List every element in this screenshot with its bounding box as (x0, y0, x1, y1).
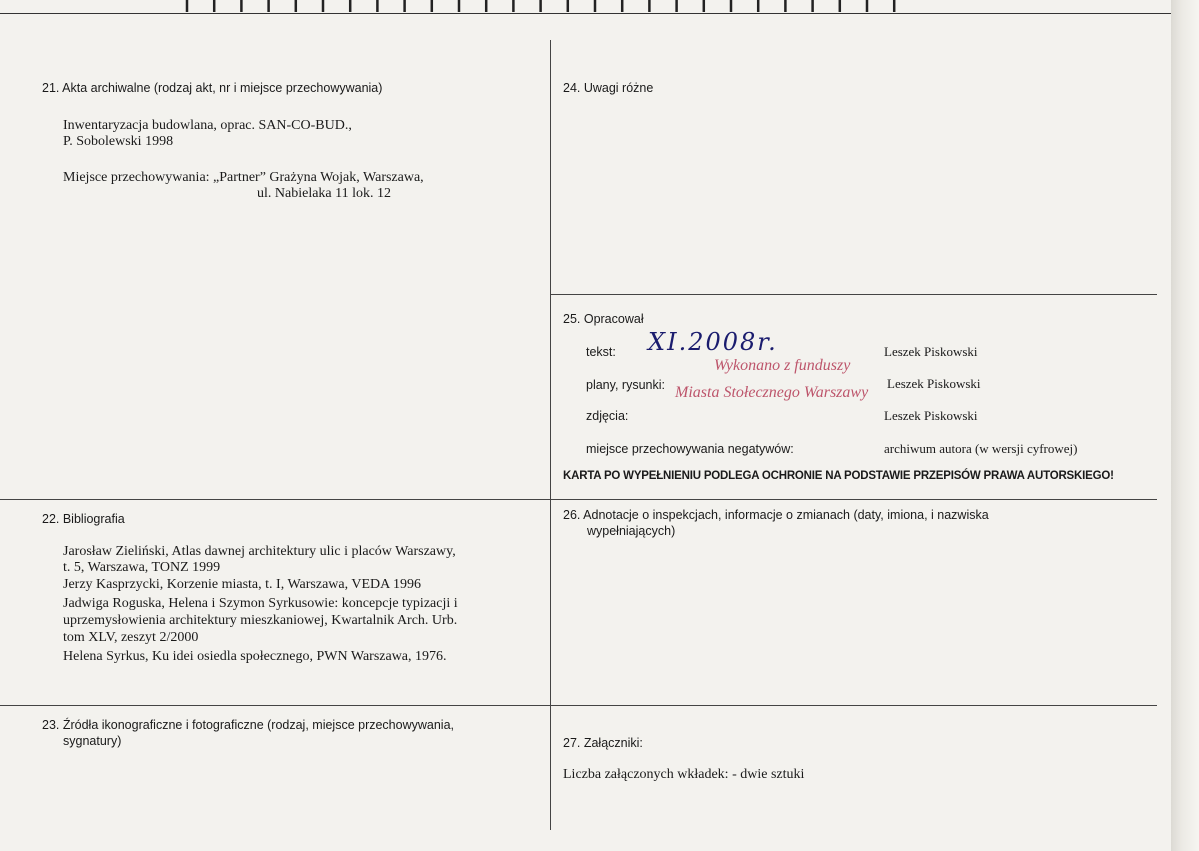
bibliography-line: t. 5, Warszawa, TONZ 1999 (63, 560, 221, 575)
section-21-line: Inwentaryzacja budowlana, oprac. SAN-CO-BUD., (63, 118, 352, 133)
negatives-location-label: miejsce przechowywania negatywów: (586, 442, 794, 456)
author-label-plans: plany, rysunki: (586, 378, 665, 392)
author-label-photos: zdjęcia: (586, 409, 629, 423)
copyright-notice: KARTA PO WYPEŁNIENIU PODLEGA OCHRONIE NA PODSTAWIE PRZEPISÓW PRAWA AUTORSKIEGO! (563, 470, 1114, 482)
bibliography-line: Jadwiga Roguska, Helena i Szymon Syrkusowie: koncepcje typizacji i (63, 596, 458, 611)
bibliography-line: tom XLV, zeszyt 2/2000 (63, 630, 199, 645)
top-border-line (0, 13, 1175, 14)
negatives-location-value: archiwum autora (w wersji cyfrowej) (884, 441, 1078, 456)
section-26-heading: 26. Adnotacje o inspekcjach, informacje o zmianach (daty, imiona, i nazwiska (563, 508, 989, 522)
bibliography-line: Helena Syrkus, Ku idei osiedla społecznego, PWN Warszawa, 1976. (63, 649, 447, 664)
section-21-heading: 21. Akta archiwalne (rodzaj akt, nr i miejsce przechowywania) (42, 81, 383, 95)
author-value-plans: Leszek Piskowski (887, 376, 981, 391)
handwritten-date: XI.2008r. (648, 328, 778, 356)
top-ruler-ticks (0, 0, 1199, 14)
section-26-heading-cont: wypełniających) (587, 524, 676, 538)
attachments-count: Liczba załączonych wkładek: - dwie sztuki (563, 767, 805, 782)
funding-stamp-line: Miasta Stołecznego Warszawy (675, 384, 869, 401)
author-value-photos: Leszek Piskowski (884, 408, 978, 423)
section-23-heading: 23. Źródła ikonograficzne i fotograficzne (rodzaj, miejsce przechowywania, (42, 718, 454, 732)
section-21-line: Miejsce przechowywania: „Partner” Grażyna Wojak, Warszawa, (63, 170, 424, 185)
page-edge-shadow (1171, 0, 1199, 851)
section-24-heading: 24. Uwagi różne (563, 81, 654, 95)
section-21-line: ul. Nabielaka 11 lok. 12 (257, 186, 392, 201)
bibliography-line: Jarosław Zieliński, Atlas dawnej architektury ulic i placów Warszawy, (63, 544, 456, 559)
section-27-heading: 27. Załączniki: (563, 736, 643, 750)
column-divider (550, 40, 551, 830)
funding-stamp-line: Wykonano z funduszy (714, 357, 851, 374)
divider-24-25 (550, 294, 1157, 295)
divider-row-2 (0, 499, 1157, 500)
bibliography-line: uprzemysłowienia architektury mieszkaniowej, Kwartalnik Arch. Urb. (63, 613, 458, 628)
author-label-text: tekst: (586, 345, 616, 359)
author-value-text: Leszek Piskowski (884, 344, 978, 359)
section-25-heading: 25. Opracował (563, 312, 644, 326)
divider-row-3 (0, 705, 1157, 706)
section-23-heading-cont: sygnatury) (63, 734, 122, 748)
section-22-heading: 22. Bibliografia (42, 512, 125, 526)
bibliography-line: Jerzy Kasprzycki, Korzenie miasta, t. I, Warszawa, VEDA 1996 (63, 577, 421, 592)
section-21-line: P. Sobolewski 1998 (63, 134, 174, 149)
